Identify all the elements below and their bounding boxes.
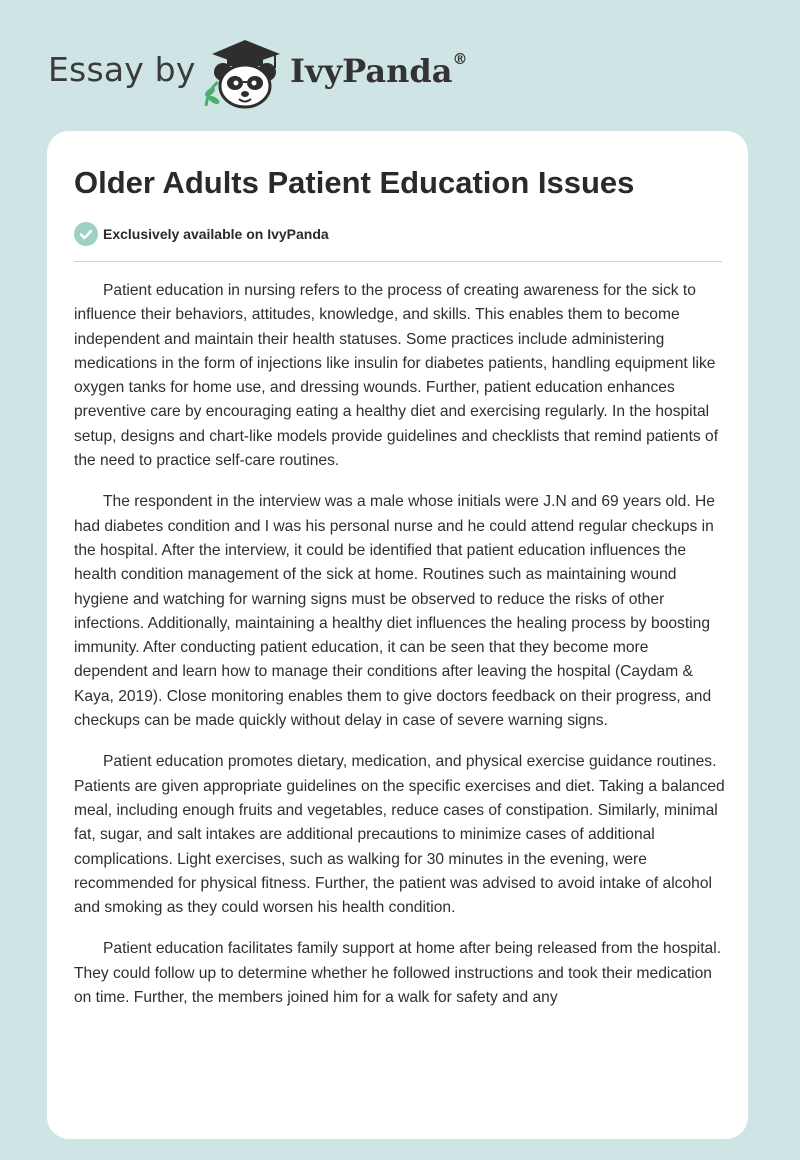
paragraph-1: Patient education in nursing refers to the process of creating awareness for the sick to influence their behaviors, attitudes, knowledge, and skills. This enables them to become independent and maintain their health statuses. Some practices include administering medications in the form of injections like insulin for diabetes patients, handling equipment like oxygen tanks for home use, and dressing wounds. Further, patient education enhances preventive care by encouraging eating a healthy diet and exercising regularly. In the hospital setup, designs and chart-like models provide guidelines and checklists that remind patients of the need to practice self-care routines.	[74, 282, 719, 470]
paragraph-4: Patient education facilitates family support at home after being released from the hospital. They could follow up to determine whether he followed instructions and took their medication on time. Further, the members joined him for a walk for safety and any	[74, 940, 722, 1007]
paragraph-2: The respondent in the interview was a male whose initials were J.N and 69 years old. He had diabetes condition and I was his personal nurse and he could attend regular checkups in the hospital. After the interview, it could be identified that patient education influences the health condition management of the sick at home. Routines such as maintaining wound hygiene and watching for warning signs must be observed to reduce the risks of other infections. Additionally, maintaining a healthy diet influences the healing process by boosting immunity. After conducting patient education, it can be seen that they become more dependent and learn how to manage their conditions after leaving the hospital (Caydam & Kaya, 2019). Close monitoring enables them to give doctors feedback on their progress, and checkups can be made quickly without delay in case of severe warning signs.	[74, 493, 715, 730]
panda-graduate-icon[interactable]	[200, 34, 290, 110]
paragraph-3: Patient education promotes dietary, medication, and physical exercise guidance routines. Patients are given appropriate guidelines on the specific exercises and diet. Taking a balanced meal, including enough fruits and vegetables, reduce cases of constipation. Similarly, minimal fat, sugar, and salt intakes are additional precautions to minimize cases of additional complications. Light exercises, such as walking for 30 minutes in the evening, were recommended for physical fitness. Further, the patient was advised to avoid intake of alcohol and smoking as they could worsen his health condition.	[74, 753, 725, 917]
brand-prefix: Essay by	[48, 50, 196, 89]
divider	[74, 261, 722, 262]
registered-mark: ®	[452, 50, 468, 68]
brand-name[interactable]: IvyPanda®	[290, 50, 468, 90]
essay-body	[74, 279, 725, 1027]
badge-label: Exclusively available on IvyPanda	[103, 226, 329, 242]
check-icon	[74, 222, 98, 246]
page-title: Older Adults Patient Education Issues	[74, 165, 635, 200]
exclusive-badge	[74, 222, 329, 246]
site-header	[0, 0, 800, 130]
essay-card	[47, 131, 748, 1139]
